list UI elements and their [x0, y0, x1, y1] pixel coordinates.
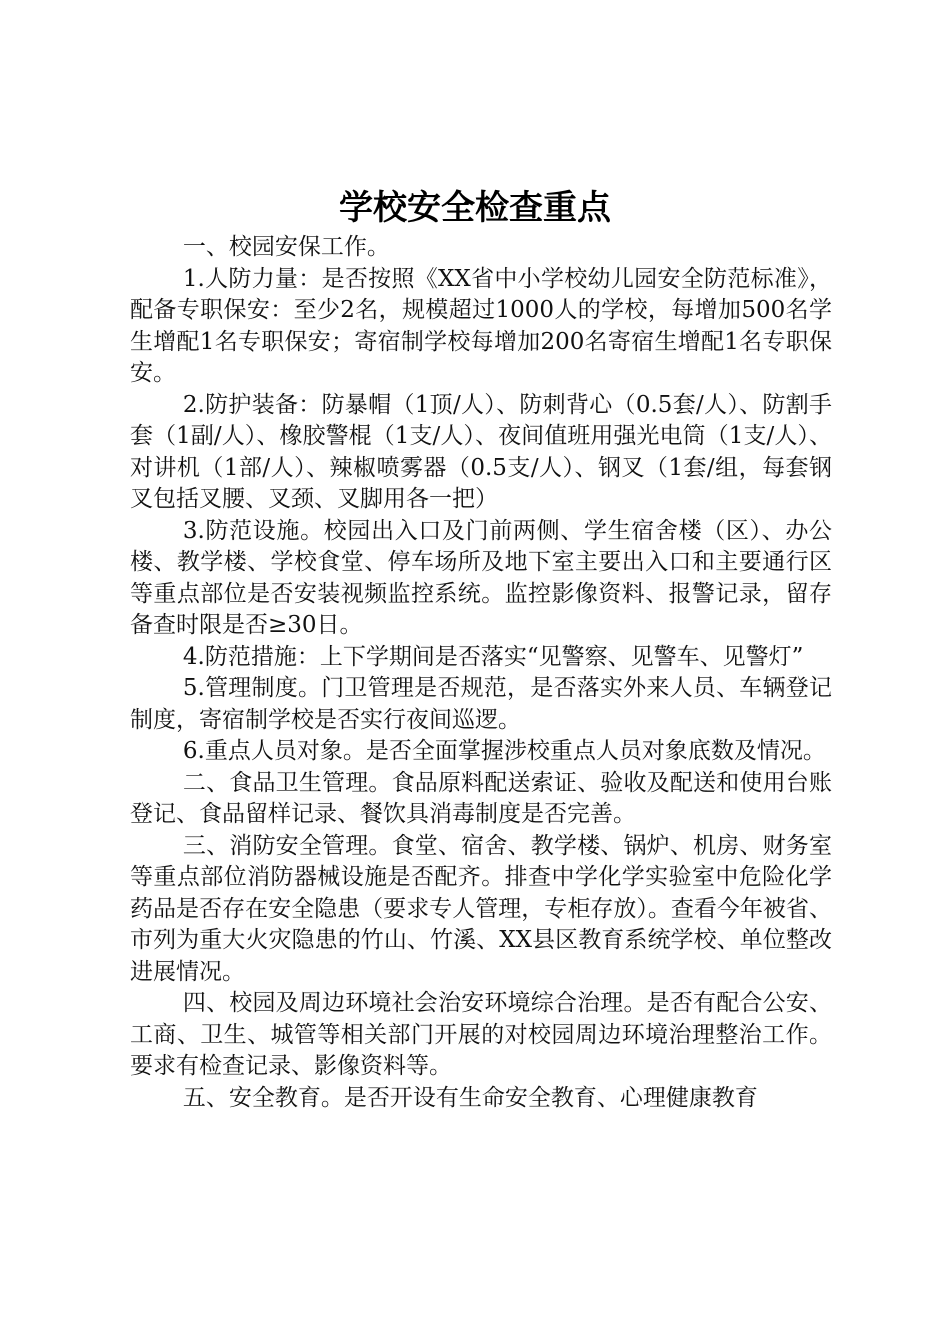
paragraph-personnel: 1.人防力量：是否按照《XX省中小学校幼儿园安全防范标准》，配备专职保安：至少2名，规模超过1000人的学校，每增加500名学生增配1名专职保安；寄宿制学校每增加200名寄宿生增配1名专职保安。 [130, 265, 832, 386]
paragraph-management-system: 5.管理制度。门卫管理是否规范，是否落实外来人员、车辆登记制度，寄宿制学校是否实行夜间巡逻。 [130, 675, 832, 733]
document-body [130, 232, 832, 1114]
paragraph-key-personnel: 6.重点人员对象。是否全面掌握涉校重点人员对象底数及情况。 [182, 738, 826, 764]
section-environment-governance: 四、校园及周边环境社会治安环境综合治理。是否有配合公安、工商、卫生、城管等相关部门开展的对校园周边环境治理整治工作。要求有检查记录、影像资料等。 [130, 990, 832, 1079]
paragraph-protective-equipment: 2.防护装备：防暴帽（1顶/人）、防刺背心（0.5套/人）、防割手套（1副/人）、橡胶警棍（1支/人）、夜间值班用强光电筒（1支/人）、对讲机（1部/人）、辣椒喷雾器（0.5支/人）、钢叉（1套/组，每套钢叉包括叉腰、叉颈、叉脚用各一把） [130, 391, 832, 512]
section-heading-campus-security: 一、校园安保工作。 [182, 234, 390, 260]
section-food-hygiene: 二、食品卫生管理。食品原料配送索证、验收及配送和使用台账登记、食品留样记录、餐饮具消毒制度是否完善。 [130, 769, 832, 827]
section-fire-safety: 三、消防安全管理。食堂、宿舍、教学楼、锅炉、机房、财务室等重点部位消防器械设施是否配齐。排查中学化学实验室中危险化学药品是否存在安全隐患（要求专人管理，专柜存放）。查看今年被省、市列为重大火灾隐患的竹山、竹溪、XX县区教育系统学校、单位整改进展情况。 [130, 832, 832, 985]
paragraph-security-facilities: 3.防范设施。校园出入口及门前两侧、学生宿舍楼（区）、办公楼、教学楼、学校食堂、停车场所及地下室主要出入口和主要通行区等重点部位是否安装视频监控系统。监控影像资料、报警记录，留存备查时限是否≥30日。 [130, 517, 832, 638]
paragraph-prevention-measures: 4.防范措施：上下学期间是否落实“见警察、见警车、见警灯” [182, 643, 804, 670]
document-title: 学校安全检查重点 [339, 188, 611, 228]
section-safety-education: 五、安全教育。是否开设有生命安全教育、心理健康教育 [182, 1084, 758, 1111]
